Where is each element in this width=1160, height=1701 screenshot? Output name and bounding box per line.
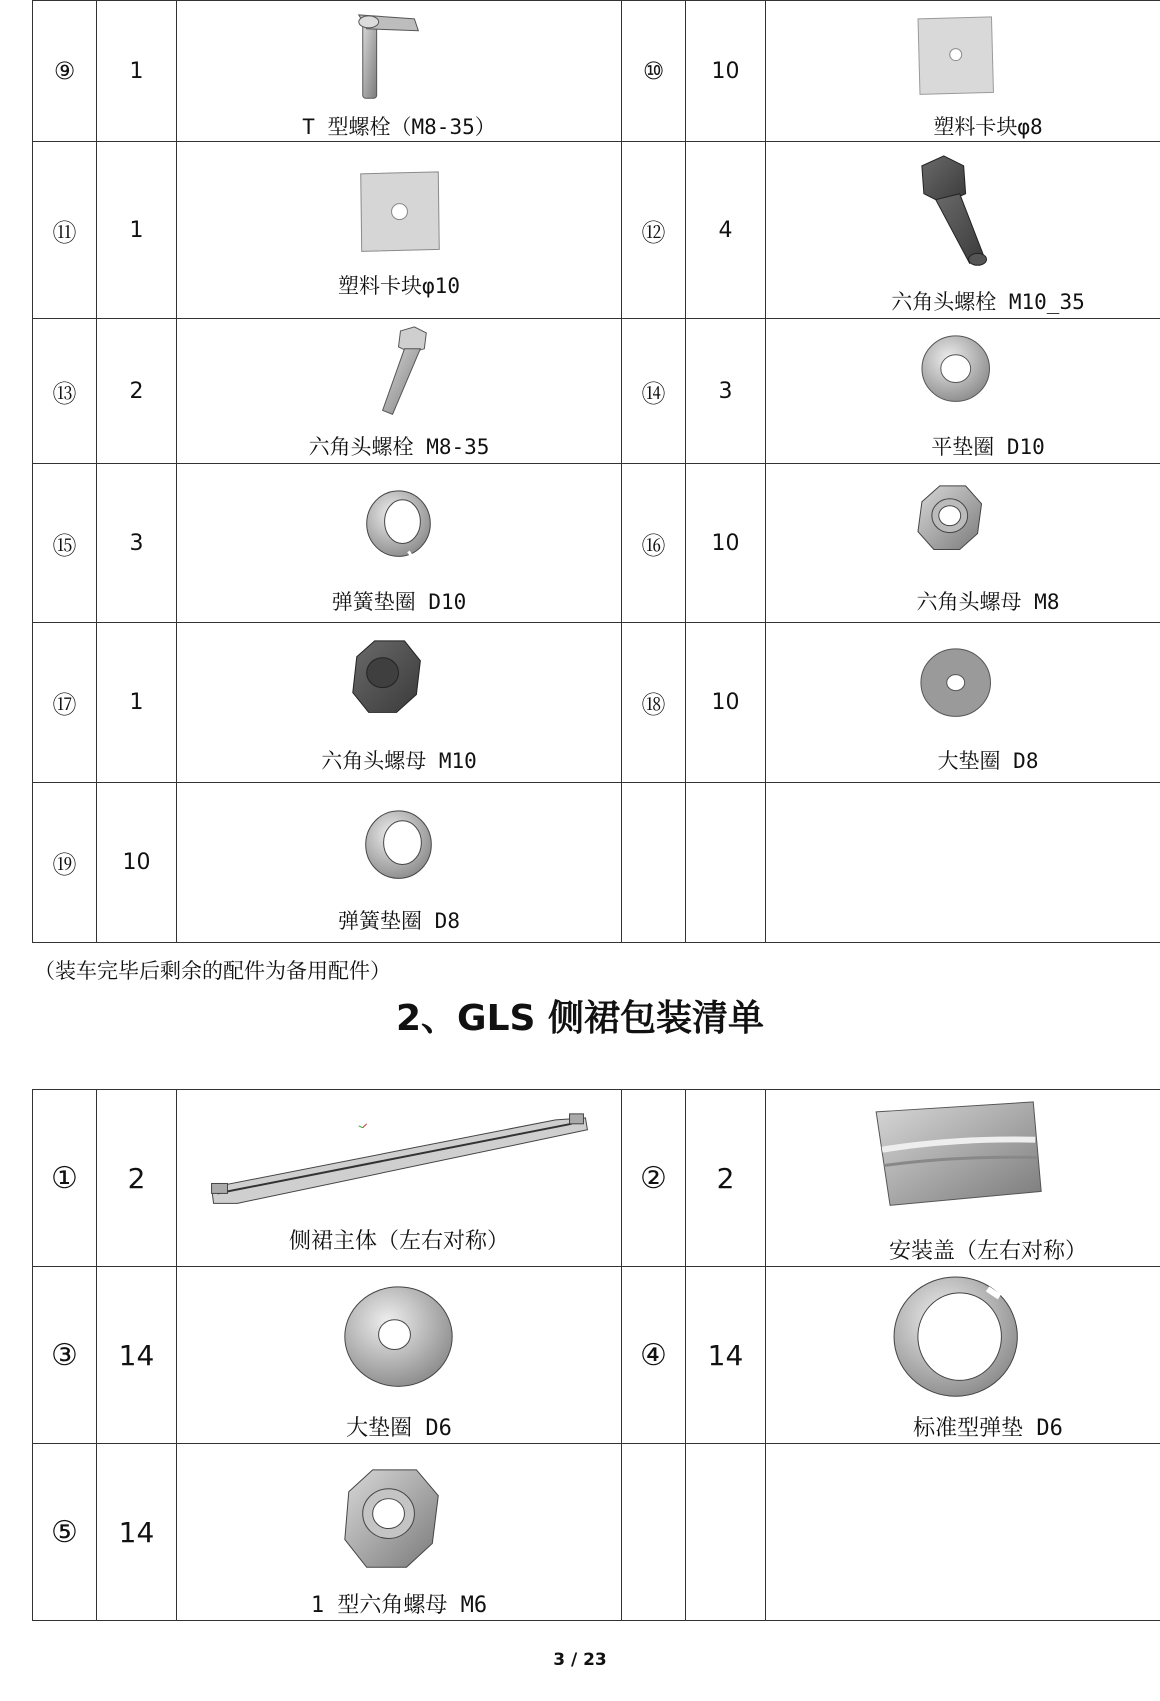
- item-caption: 弹簧垫圈 D10: [331, 590, 467, 614]
- item-number: [622, 783, 686, 943]
- item-number: ①: [33, 1090, 97, 1267]
- item-caption: T 型螺栓（M8-35）: [302, 115, 496, 139]
- item-image-cell: [177, 1090, 622, 1267]
- item-caption: 弹簧垫圈 D8: [338, 909, 460, 933]
- item-image-cell: [766, 1267, 1160, 1444]
- item-image-cell: [177, 142, 622, 319]
- table-row: [33, 464, 1160, 623]
- item-quantity: 3: [97, 464, 177, 623]
- item-quantity: 2: [97, 1090, 177, 1267]
- item-quantity: 2: [97, 319, 177, 464]
- item-caption: 六角头螺母 M10: [321, 749, 477, 773]
- table-row: [33, 1090, 1160, 1267]
- section-heading: 2、GLS 侧裙包装清单: [396, 998, 764, 1039]
- item-number: ⑪: [33, 142, 97, 319]
- item-caption: 标准型弹垫 D6: [913, 1416, 1063, 1441]
- item-caption: 六角头螺栓 M10_35: [891, 290, 1085, 314]
- item-image-cell: [177, 1444, 622, 1621]
- item-quantity: 4: [686, 142, 766, 319]
- table-row: [33, 1267, 1160, 1444]
- item-caption: 六角头螺母 M8: [916, 590, 1060, 614]
- item-number: ⑬: [33, 319, 97, 464]
- item-quantity: 10: [686, 1, 766, 142]
- item-caption: 安装盖（左右对称）: [888, 1239, 1087, 1264]
- table-row: [33, 142, 1160, 319]
- item-number: ②: [622, 1090, 686, 1267]
- item-quantity: 2: [686, 1090, 766, 1267]
- item-image-cell: [766, 1, 1160, 142]
- item-image-cell: [766, 783, 1160, 943]
- item-quantity: 1: [97, 142, 177, 319]
- table-row: [33, 1, 1160, 142]
- item-number: ⑰: [33, 623, 97, 783]
- spare-parts-note: （装车完毕后剩余的配件为备用配件）: [34, 959, 391, 983]
- item-caption: 塑料卡块φ8: [933, 115, 1043, 139]
- item-number: ⑩: [622, 1, 686, 142]
- item-quantity: 10: [97, 783, 177, 943]
- item-number: ⑤: [33, 1444, 97, 1621]
- item-quantity: 1: [97, 1, 177, 142]
- item-caption: 六角头螺栓 M8-35: [308, 435, 490, 459]
- item-number: [622, 1444, 686, 1621]
- item-image-cell: [177, 623, 622, 783]
- item-image-cell: [177, 319, 622, 464]
- item-quantity: 10: [686, 623, 766, 783]
- item-image-cell: [177, 1, 622, 142]
- item-image-cell: [177, 1267, 622, 1444]
- item-image-cell: [177, 783, 622, 943]
- item-quantity: 1: [97, 623, 177, 783]
- item-caption: 平垫圈 D10: [931, 435, 1045, 459]
- page-number: 3 / 23: [553, 1650, 607, 1670]
- item-quantity: [686, 1444, 766, 1621]
- parts-table-2: [32, 1089, 1160, 1621]
- parts-table-1: [32, 0, 1160, 943]
- item-quantity: 14: [97, 1444, 177, 1621]
- item-caption: 大垫圈 D8: [937, 749, 1039, 773]
- item-number: ⑭: [622, 319, 686, 464]
- table-row: [33, 319, 1160, 464]
- item-number: ⑫: [622, 142, 686, 319]
- item-number: ⑮: [33, 464, 97, 623]
- item-quantity: 10: [686, 464, 766, 623]
- item-image-cell: [766, 319, 1160, 464]
- table-row: [33, 1444, 1160, 1621]
- item-quantity: [686, 783, 766, 943]
- item-caption: 1 型六角螺母 M6: [310, 1593, 488, 1618]
- item-quantity: 3: [686, 319, 766, 464]
- item-image-cell: [177, 464, 622, 623]
- item-image-cell: [766, 1444, 1160, 1621]
- item-caption: 大垫圈 D6: [346, 1416, 452, 1441]
- item-image-cell: [766, 464, 1160, 623]
- item-number: ⑨: [33, 1, 97, 142]
- item-image-cell: [766, 142, 1160, 319]
- table-row: [33, 623, 1160, 783]
- item-quantity: 14: [97, 1267, 177, 1444]
- item-caption: 塑料卡块φ10: [338, 274, 460, 298]
- item-number: ⑯: [622, 464, 686, 623]
- item-number: ③: [33, 1267, 97, 1444]
- item-image-cell: [766, 1090, 1160, 1267]
- item-number: ⑱: [622, 623, 686, 783]
- item-caption: 侧裙主体（左右对称）: [288, 1229, 509, 1254]
- table-row: [33, 783, 1160, 943]
- item-image-cell: [766, 623, 1160, 783]
- item-number: ④: [622, 1267, 686, 1444]
- item-number: ⑲: [33, 783, 97, 943]
- item-quantity: 14: [686, 1267, 766, 1444]
